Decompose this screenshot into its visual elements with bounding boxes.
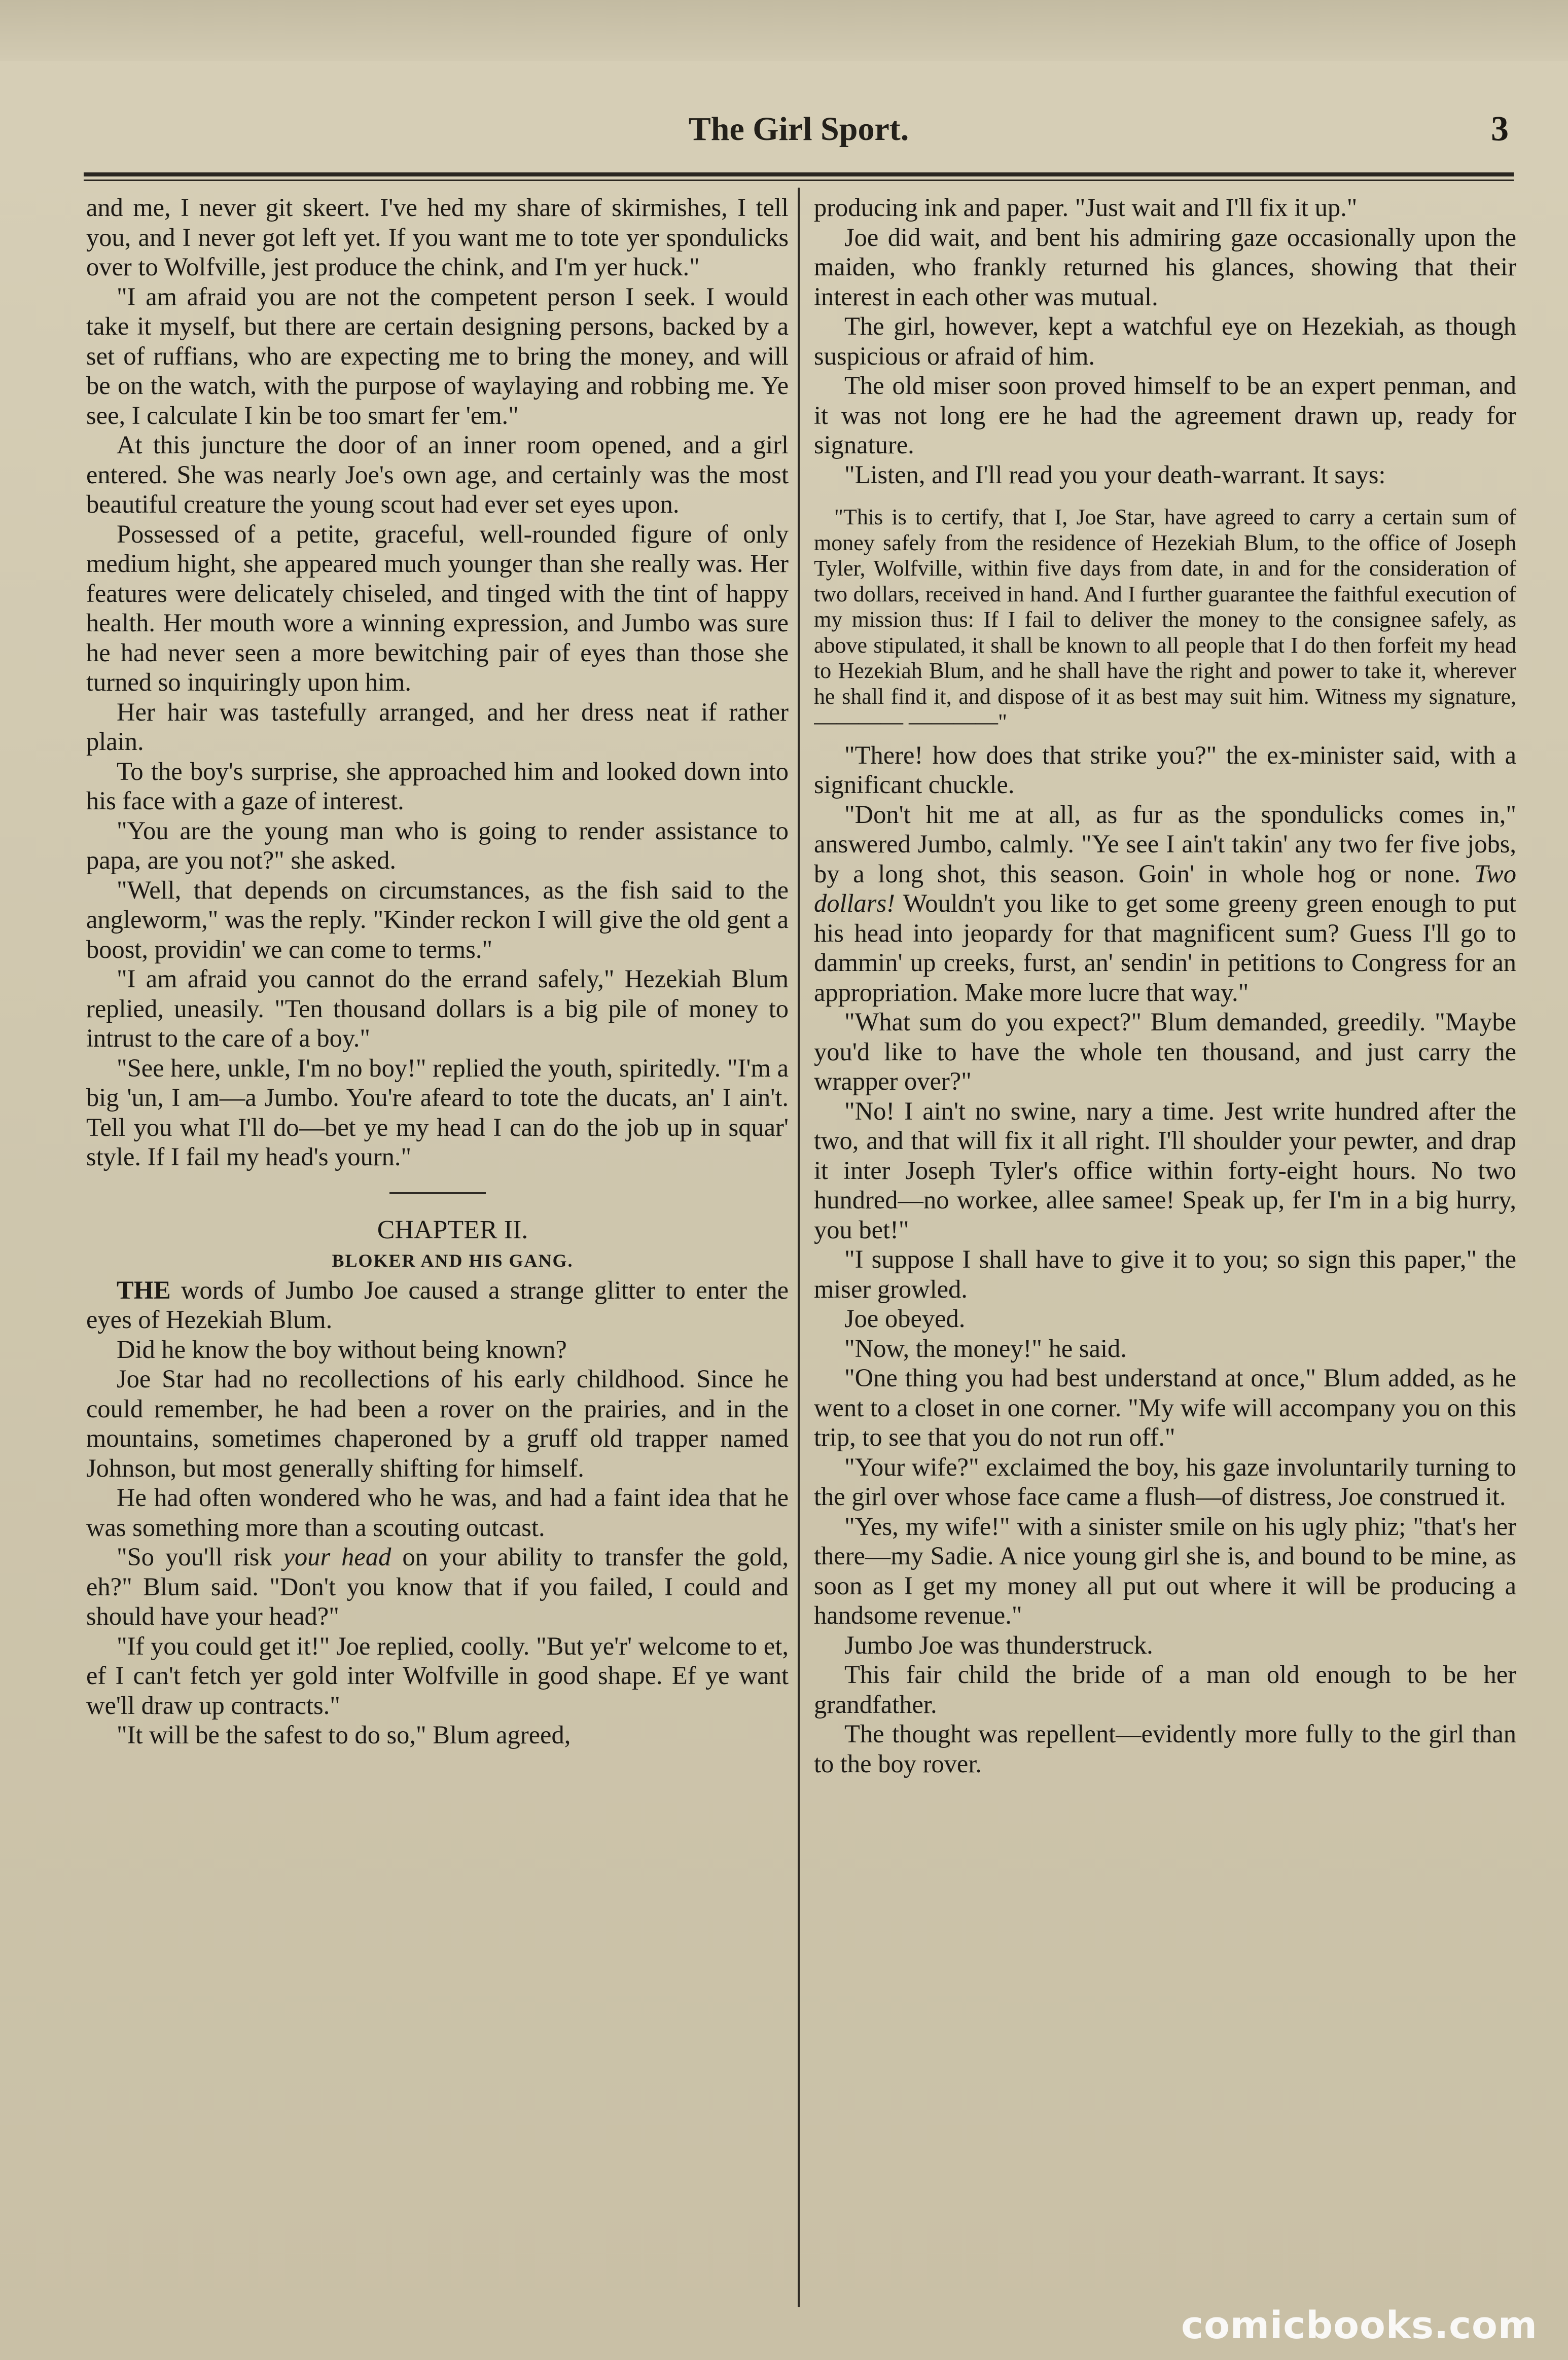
paragraph: Joe Star had no recollections of his early childhood. Since he could remember, he had been a rover on the prairies, and in the mountains, sometimes chaperoned by a gruff old trapper named Johnson, but most generally shifting for himself. [86, 1365, 789, 1482]
paragraph: Jumbo Joe was thunderstruck. [844, 1630, 1153, 1659]
page-top-edge [0, 0, 1568, 61]
text-run: on your ability to transfer the gold, eh?" Blum said. "Don't you know that if you failed, I could and should have your head?" [86, 1543, 789, 1630]
paragraph: Joe obeyed. [844, 1304, 966, 1333]
paragraph: "See here, unkle, I'm no boy!" replied the youth, spiritedly. "I'm a big 'un, I am—a Jumbo. You're afeard to tote the ducats, an' I ain't. Tell you what I'll do—bet ye my head I can do the job up in squar' style. If I fail my head's yourn." [86, 1053, 789, 1171]
page-number: 3 [1491, 110, 1509, 149]
paragraph: At this juncture the door of an inner room opened, and a girl entered. She was nearly Joe's own age, and certainly was the most beautiful creature the young scout had ever set eyes upon. [86, 431, 789, 518]
paragraph: This fair child the bride of a man old enough to be her grandfather. [814, 1660, 1516, 1719]
paragraph: He had often wondered who he was, and had a faint idea that he was something more than a scouting outcast. [86, 1483, 789, 1542]
paragraph: Possessed of a petite, graceful, well-rounded figure of only medium hight, she appeared much younger than she really was. Her features were delicately chiseled, and tinged with the tint of happy health. Her mouth wore a winning expression, and Jumbo was sure he had never seen a more bewitching pair of eyes than those she turned so inquiringly upon him. [86, 519, 789, 696]
right-column [814, 193, 1516, 2322]
text-run: Wouldn't you like to get some greeny green enough to put his head into jeopardy for that magnificent sum? Guess I'll go to dammin' up creeks, furst, an' sendin' in petitions to Congress for an appropriation. Make more lucre that way." [814, 889, 1516, 1007]
running-title: The Girl Sport. [688, 111, 909, 148]
text-run: "Don't hit me at all, as fur as the spondulicks comes in," answered Jumbo, calmly. "Ye see I ain't takin' any two fer five jobs, by a long shot, this season. Goin' in whole hog or none. [814, 800, 1516, 888]
paragraph: "I suppose I shall have to give it to you; so sign this paper," the miser growled. [814, 1245, 1516, 1303]
paragraph: "No! I ain't no swine, nary a time. Jest write hundred after the two, and that will fix it all right. I'll shoulder your pewter, and drap it inter Joseph Tyler's office within forty-eight hours. No two hundred—no workee, allee samee! Speak up, fer I'm in a big hurry, you bet!" [814, 1096, 1516, 1244]
paragraph: "Your wife?" exclaimed the boy, his gaze involuntarily turning to the girl over whose face came a flush—of distress, Joe construed it. [814, 1452, 1516, 1511]
chapter-divider-rule [389, 1192, 486, 1194]
paragraph: To the boy's surprise, she approached him and looked down into his face with a gaze of interest. [86, 757, 789, 815]
chapter-subtitle: BLOKER AND HIS GANG. [332, 1250, 574, 1271]
paragraph: The thought was repellent—evidently more fully to the girl than to the boy rover. [814, 1720, 1516, 1778]
paragraph: "It will be the safest to do so," Blum agreed, [117, 1721, 571, 1749]
paragraph: "If you could get it!" Joe replied, coolly. "But ye'r' welcome to et, ef I can't fetch yer gold inter Wolfville in good shape. Ef ye want we'll draw up contracts." [86, 1631, 789, 1720]
paragraph: "There! how does that strike you?" the ex-minister said, with a significant chuckle. [814, 740, 1516, 799]
paragraph [814, 800, 1516, 1008]
paragraph: "Well, that depends on circumstances, as the fish said to the angleworm," was the reply. "Kinder reckon I will give the old gent a boost, providin' we can come to terms." [86, 875, 789, 963]
header-rule-thin [84, 180, 1514, 181]
chapter-opening-text: words of Jumbo Joe caused a strange glitter to enter the eyes of Hezekiah Blum. [86, 1275, 789, 1334]
paragraph: Did he know the boy without being known? [117, 1335, 567, 1364]
paragraph: "What sum do you expect?" Blum demanded, greedily. "Maybe you'd like to have the whole ten thousand, and just carry the wrapper over?" [814, 1008, 1516, 1095]
left-column [86, 193, 789, 2322]
italic-phrase: your head [283, 1543, 391, 1571]
paragraph: "Now, the money!" he said. [844, 1334, 1127, 1363]
chapter-heading: CHAPTER II. [377, 1215, 528, 1244]
paragraph: "You are the young man who is going to render assistance to papa, are you not?" she asked. [86, 816, 789, 874]
text-run: "So you'll risk [117, 1543, 272, 1571]
paragraph: "I am afraid you are not the competent person I seek. I would take it myself, but there are certain designing persons, backed by a set of ruffians, who are expecting me to bring the money, and will be on the watch, with the purpose of waylaying and robbing me. Ye see, I calculate I kin be too smart fer 'em." [86, 282, 789, 430]
page-header [84, 106, 1514, 152]
paragraph: "Yes, my wife!" with a sinister smile on his ugly phiz; "that's her there—my Sadie. A nice young girl she is, and bound to be mine, as soon as I get my money all put out where it will be producing a handsome revenue." [814, 1512, 1516, 1629]
paragraph: producing ink and paper. "Just wait and I'll fix it up." [814, 193, 1358, 222]
paragraph: Her hair was tastefully arranged, and her dress neat if rather plain. [86, 697, 789, 756]
paragraph: Joe did wait, and bent his admiring gaze occasionally upon the maiden, who frankly returned his glances, showing that their interest in each other was mutual. [814, 223, 1516, 311]
paragraph: The old miser soon proved himself to be an expert penman, and it was not long ere he had the agreement drawn up, ready for signature. [814, 371, 1516, 459]
chapter-first-word: THE [117, 1275, 171, 1304]
paragraph: and me, I never git skeert. I've hed my share of skirmishes, I tell you, and I never got left yet. If you want me to tote yer spondulicks over to Wolfville, jest produce the chink, and I'm yer huck." [86, 193, 789, 281]
italic-phrase: Two dollars! [814, 859, 1516, 917]
header-rule [84, 172, 1514, 176]
column-divider [798, 188, 800, 2307]
paragraph: The girl, however, kept a watchful eye on Hezekiah, as though suspicious or afraid of him. [814, 312, 1516, 370]
paragraph [86, 1542, 789, 1631]
watermark: comicbooks.com [1181, 2304, 1538, 2347]
paragraph: "Listen, and I'll read you your death-warrant. It says: [844, 460, 1386, 489]
paragraph: "One thing you had best understand at once," Blum added, as he went to a closet in one corner. "My wife will accompany you on this trip, to see that you do not run off." [814, 1364, 1516, 1451]
contract-text: "This is to certify, that I, Joe Star, have agreed to carry a certain sum of money safely from the residence of Hezekiah Blum, to the office of Joseph Tyler, Wolfville, within five days from date, in and for the consideration of two dollars, received in hand. And I further guarantee the faithful execution of my mission thus: If I fail to deliver the money to the consignee safely, as above stipulated, it shall be known to all people that I do then forfeit my head to Hezekiah Blum, and he shall have the right and power to take it, wherever he shall find it, and dispose of it as best may suit him. Witness my signature, ———— ————" [814, 505, 1516, 734]
chapter-opening-paragraph [86, 1275, 789, 1335]
paragraph: "I am afraid you cannot do the errand safely," Hezekiah Blum replied, uneasily. "Ten thousand dollars is a big pile of money to intrust to the care of a boy." [86, 964, 789, 1052]
